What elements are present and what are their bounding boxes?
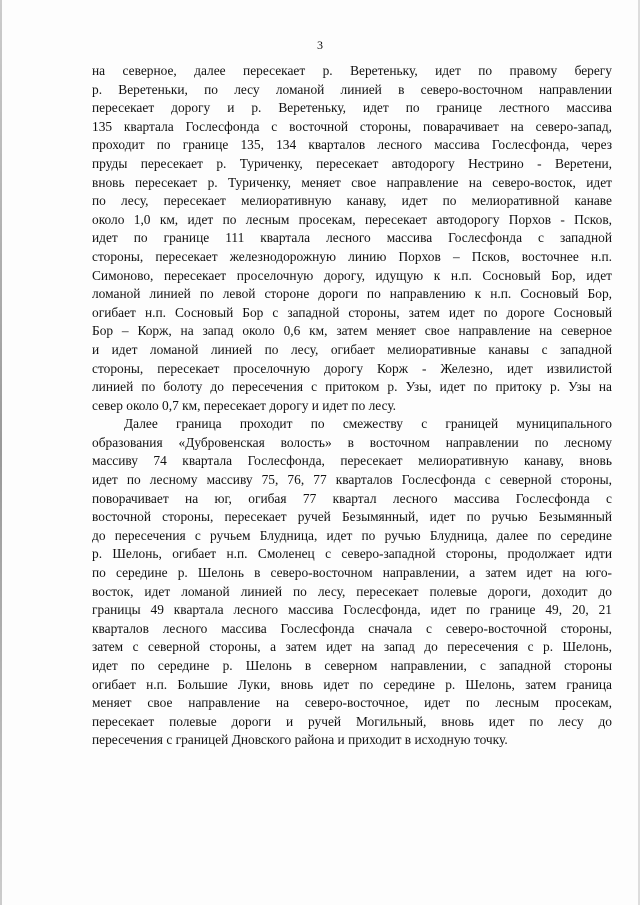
text-line: массиву 74 квартала Гослесфонда, пересекает мелиоративную канаву, вновь [92,453,612,469]
text-line: вновь пересекает р. Туриченку, меняет свое направление на северо-восток, идет [92,174,612,190]
paragraph [92,62,612,415]
text-line: пересечения с границей Дновского района и приходит в исходную точку. [92,732,508,748]
text-line: границы 49 квартала лесного массива Гослесфонда, идет по границе 49, 20, 21 [92,602,612,618]
text-line: затем с северной стороны, а затем идет на запад до пересечения с р. Шелонь, [92,639,612,655]
page-number: 3 [317,38,323,52]
text-line: 135 квартала Гослесфонда с восточной стороны, поварачивает на северо-запад, [92,118,612,134]
text-line: восток, идет ломаной линией по лесу, пересекает полевые дороги, доходит до [92,583,612,599]
text-line: р. Шелонь, огибает н.п. Смоленец с северо-западной стороны, продолжает идти [92,546,612,562]
text-line: и идет ломаной линией по лесу, огибает мелиоративные канавы с западной [92,341,612,357]
text-line: р. Веретеньки, по лесу ломаной линией в северо-восточном направлении [92,81,612,97]
text-line: поворачивает на юг, огибая 77 квартал лесного массива Гослесфонда с [92,490,612,506]
text-line: пересекает полевые дороги и ручей Могильный, вновь идет по лесу до [92,713,612,729]
text-line: стороны, пересекает проселочную дорогу Корж - Железно, идет извилистой [92,360,612,376]
text-line: идет по середине р. Шелонь в северном направлении, с западной стороны [92,658,612,673]
text-line: образования «Дубровенская волость» в восточном направлении по лесному [92,434,612,450]
text-line: до пересечения с ручьем Блудница, идет по ручью Блудница, далее по середине [92,527,612,543]
text-line: на северное, далее пересекает р. Веретеньку, идет по правому берегу [92,63,612,78]
text-line: пруды пересекает р. Туриченку, пересекает автодорогу Нестрино - Веретени, [92,155,612,171]
text-line: линией по болоту до пересечения с притоком р. Узы, идет по притоку р. Узы на [92,379,612,395]
text-line: идет по границе 111 квартала лесного массива Гослесфонда с западной [92,230,612,246]
text-line: проходит по границе 135, 134 кварталов лесного массива Гослесфонда, через [92,137,612,153]
text-line: по середине р. Шелонь в северо-восточном направлении, а затем идет на юго- [92,565,612,581]
scan-edge-left [0,0,2,905]
text-line: огибает н.п. Большие Луки, вновь идет по середине р. Шелонь, затем граница [92,676,612,692]
text-line: около 1,0 км, идет по лесным просекам, пересекает автодорогу Порхов - Псков, [92,211,612,227]
paragraph [92,415,612,750]
text-line: меняет свое направление на северо-восточное, идет по лесным просекам, [92,695,612,711]
text-line: кварталов лесного массива Гослесфонда сначала с северо-восточной стороны, [92,620,612,636]
text-line: пересекает дорогу и р. Веретеньку, идет по границе лестного массива [92,100,612,116]
text-line: ломаной линией по левой стороне дороги по направлению к н.п. Сосновый Бор, [92,286,612,302]
text-line: север около 0,7 км, пересекает дорогу и идет по лесу. [92,397,397,413]
text-line: огибает н.п. Сосновый Бор с западной стороны, затем идет по дороге Сосновый [92,304,612,320]
text-line: по лесу, пересекает мелиоративную канаву, идет по мелиоративной канаве [92,193,612,209]
body-text [92,62,612,750]
text-line: идет по лесному массиву 75, 76, 77 кварталов Гослесфонда с северной стороны, [92,472,612,488]
text-line: восточной стороны, пересекает ручей Безымянный, идет по ручью Безымянный [92,509,612,525]
text-line: стороны, пересекает железнодорожную линию Порхов – Псков, восточнее н.п. [92,248,612,264]
text-line: Симоново, пересекает проселочную дорогу, идущую к н.п. Сосновый Бор, идет [92,267,612,283]
text-line: Бор – Корж, на запад около 0,6 км, затем меняет свое направление на северное [92,323,612,339]
text-line: Далее граница проходит по смежеству с границей муниципального [124,416,612,432]
